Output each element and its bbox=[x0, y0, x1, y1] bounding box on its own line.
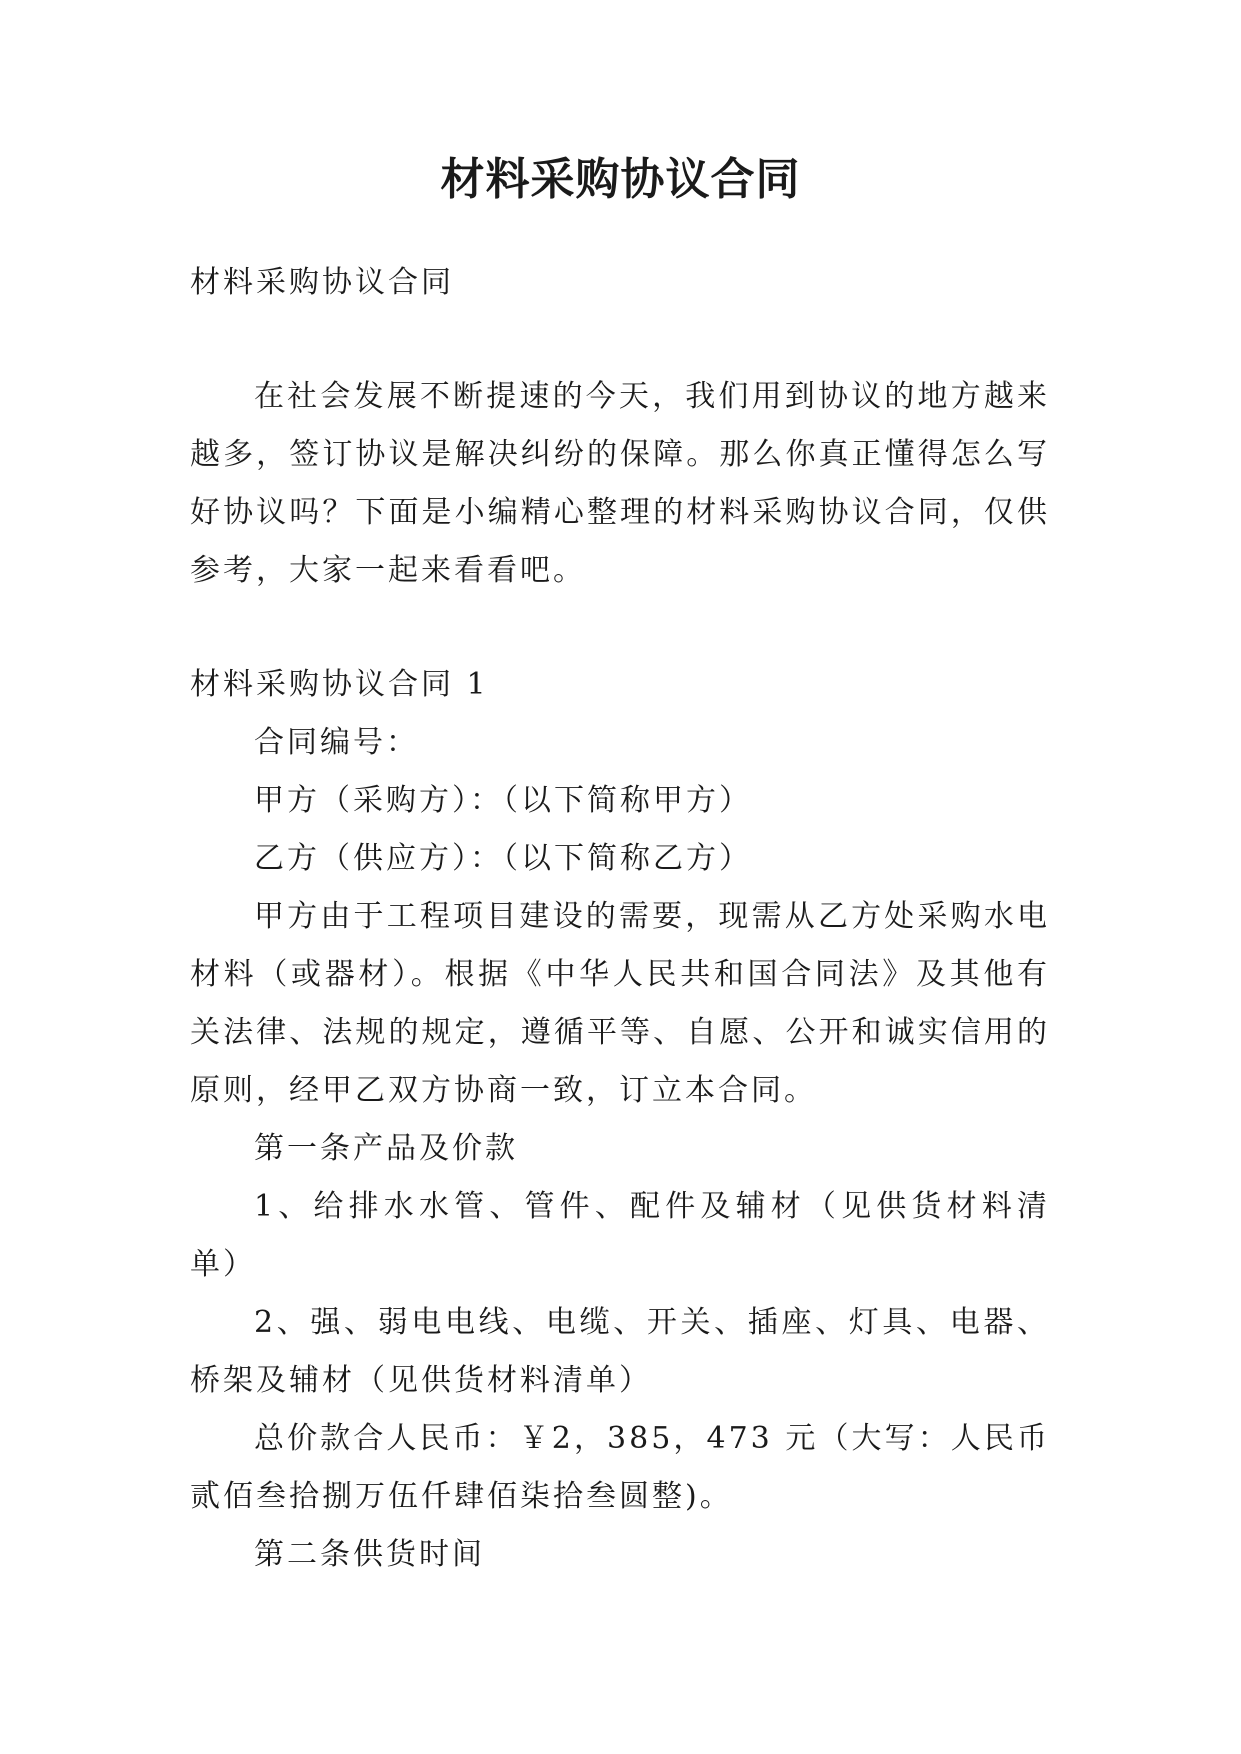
total-price-paragraph: 总价款合人民币：￥2，385，473 元（大写：人民币贰佰叁拾捌万伍仟肆佰柒拾叁圆整)。 bbox=[190, 1421, 1050, 1514]
document-body bbox=[190, 254, 1050, 1584]
document-title: 材料采购协议合同 bbox=[440, 154, 801, 205]
article-2-title: 第二条供货时间 bbox=[254, 1537, 485, 1572]
section-heading: 材料采购协议合同 1 bbox=[190, 667, 489, 702]
article-1-item-1: 1、给排水水管、管件、配件及辅材（见供货材料清单） bbox=[190, 1189, 1050, 1282]
party-b-line: 乙方（供应方）：（以下简称乙方） bbox=[254, 841, 752, 876]
intro-paragraph: 在社会发展不断提速的今天，我们用到协议的地方越来越多，签订协议是解决纠纷的保障。那么你真正懂得怎么写好协议吗？下面是小编精心整理的材料采购协议合同，仅供参考，大家一起来看看吧。 bbox=[190, 379, 1050, 588]
party-a-line: 甲方（采购方）：（以下简称甲方） bbox=[254, 783, 752, 818]
spacer bbox=[190, 600, 1050, 656]
document-heading: 材料采购协议合同 bbox=[190, 265, 454, 300]
preamble-paragraph: 甲方由于工程项目建设的需要，现需从乙方处采购水电材料（或器材）。根据《中华人民共和国合同法》及其他有关法律、法规的规定，遵循平等、自愿、公开和诚实信用的原则，经甲乙双方协商一致，订立本合同。 bbox=[190, 899, 1050, 1108]
article-1-item-2: 2、强、弱电电线、电缆、开关、插座、灯具、电器、桥架及辅材（见供货材料清单） bbox=[190, 1305, 1050, 1398]
contract-number-line: 合同编号： bbox=[254, 725, 419, 760]
article-1-title: 第一条产品及价款 bbox=[254, 1131, 518, 1166]
spacer bbox=[190, 312, 1050, 368]
